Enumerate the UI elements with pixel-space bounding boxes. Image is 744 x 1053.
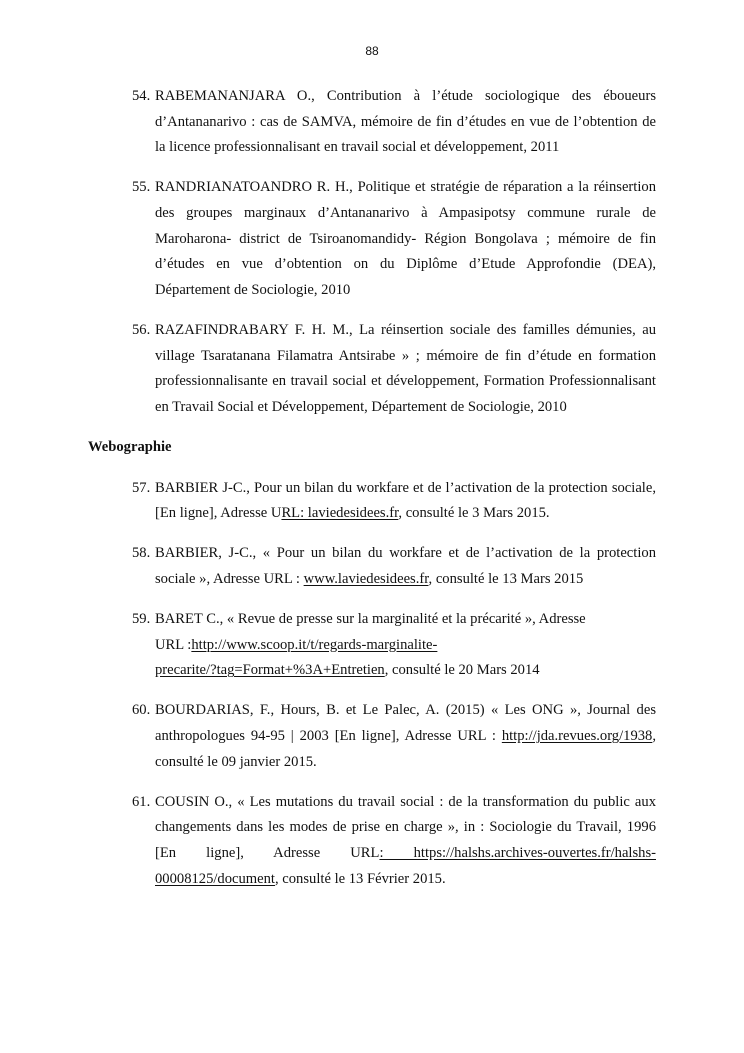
reference-item: [88, 541, 656, 592]
reference-link[interactable]: www.laviedesidees.fr: [303, 570, 429, 587]
reference-item: [88, 175, 656, 303]
reference-text: RABEMANANJARA O., Contribution à l’étude sociologique des éboueurs d’Antananarivo : cas de SAMVA, mémoire de fin d’études en vue de l’obtention de la licence professionnalisant en travail social et développement, 2011: [155, 88, 656, 156]
reference-text: BARBIER J-C., Pour un bilan du workfare et de l’activation de la protection sociale, [En ligne], Adresse U: [155, 479, 656, 522]
reference-number: 61.: [132, 793, 151, 810]
reference-link[interactable]: : https://halshs.archives-ouvertes.fr/halshs-00008125/document: [155, 845, 656, 887]
reference-number: 56.: [132, 321, 151, 338]
reference-link[interactable]: http://jda.revues.org/1938: [501, 728, 653, 745]
section-heading-webographie: Webographie: [88, 438, 172, 455]
reference-text-tail: , consulté le 3 Mars 2015.: [398, 505, 550, 522]
reference-list-theses: [88, 84, 656, 420]
reference-text-tail: , consulté le 13 Février 2015.: [274, 870, 446, 887]
reference-text-tail: , consulté le 20 Mars 2014: [384, 662, 540, 679]
reference-item: [88, 318, 656, 420]
reference-item: [88, 84, 656, 161]
reference-text: RAZAFINDRABARY F. H. M., La réinsertion sociale des familles démunies, au village Tsaratanana Filamatra Antsirabe » ; mémoire de fin d’étude en formation professionnalisante en travail social et développement, Formation Professionnalisant en Travail Social et Développement, Département de Sociologie, 2010: [155, 321, 656, 415]
reference-list-web: [88, 476, 656, 893]
reference-number: 58.: [132, 545, 151, 562]
reference-number: 57.: [132, 479, 151, 496]
reference-item: [88, 476, 656, 527]
reference-url-label: URL :: [155, 636, 192, 653]
reference-text: COUSIN O., « Les mutations du travail social : de la transformation du public aux changements dans les modes de prise en charge », in : Sociologie du Travail, 1996 [En ligne], Adresse URL: [155, 793, 656, 861]
page-number: 88: [365, 44, 379, 58]
bibliography-page: [88, 84, 656, 907]
reference-text-tail: , consulté le 09 janvier 2015.: [155, 728, 656, 770]
reference-item: [88, 698, 656, 775]
reference-text: BARET C., « Revue de presse sur la marginalité et la précarité », Adresse: [155, 611, 586, 628]
reference-number: 59.: [132, 611, 151, 628]
reference-item: [88, 607, 656, 684]
reference-link[interactable]: RL: laviedesidees.fr: [281, 505, 399, 522]
reference-item: [88, 790, 656, 892]
reference-text: BOURDARIAS, F., Hours, B. et Le Palec, A. (2015) « Les ONG », Journal des anthropologues 94-95 | 2003 [En ligne], Adresse URL :: [155, 702, 656, 745]
reference-number: 55.: [132, 179, 151, 196]
reference-number: 60.: [132, 702, 151, 719]
reference-number: 54.: [132, 88, 151, 104]
reference-text: RANDRIANATOANDRO R. H., Politique et stratégie de réparation a la réinsertion des groupes marginaux d’Antananarivo à Ampasipotsy commune rurale de Maroharona- district de Tsiroanomandidy- Région Bongolava ; mémoire de fin d’études en vue d’obtention on du Diplôme d’Etude Approfondie (DEA), Département de Sociologie, 2010: [155, 179, 656, 298]
reference-text: BARBIER, J-C., « Pour un bilan du workfare et de l’activation de la protection sociale », Adresse URL :: [155, 545, 656, 587]
reference-text-tail: , consulté le 13 Mars 2015: [428, 570, 584, 587]
reference-link-continued[interactable]: precarite/?tag=Format+%3A+Entretien: [155, 662, 385, 679]
reference-link[interactable]: http://www.scoop.it/t/regards-marginalite-: [191, 636, 438, 653]
